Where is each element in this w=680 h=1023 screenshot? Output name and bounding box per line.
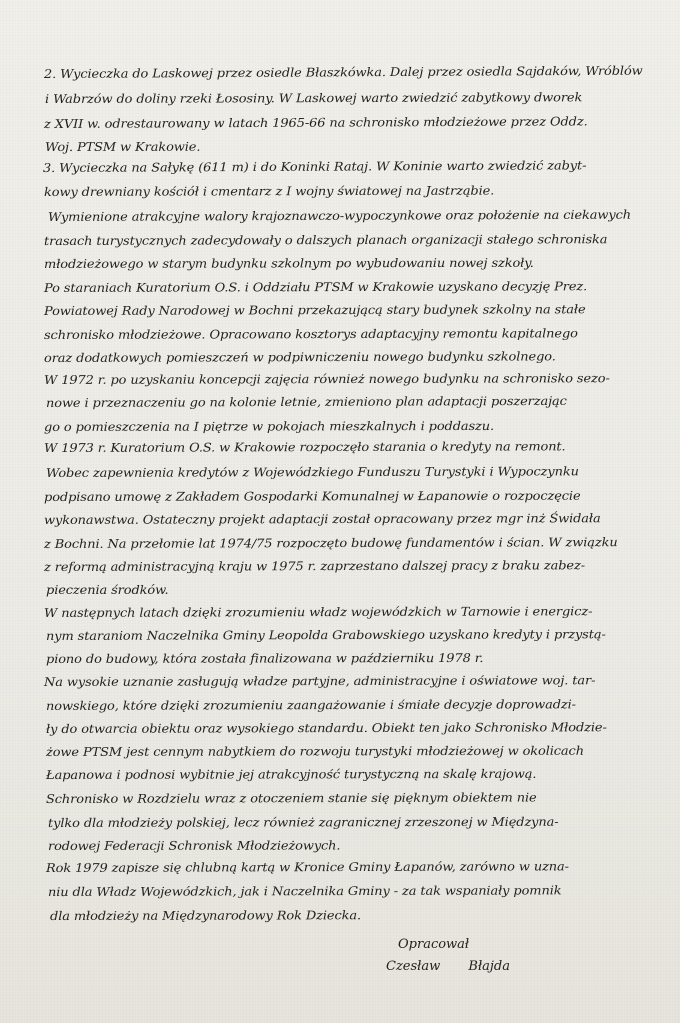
text-line: kowy drewniany kościół i cmentarz z I wojny światowej na Jastrząbie. (43, 183, 495, 199)
text-line: wykonawstwa. Ostateczny projekt adaptacji został opracowany przez mgr inż Świdała (43, 511, 601, 527)
text-line: Woj. PTSM w Krakowie. (44, 139, 201, 154)
text-line: i Wabrzów do doliny rzeki Łososiny. W Laskowej warto zwiedzić zabytkowy dworek (44, 90, 583, 106)
text-line: niu dla Władz Wojewódzkich, jak i Naczelnika Gminy - za tak wspaniały pomnik (47, 883, 562, 899)
text-line: z reformą administracyjną kraju w 1975 r. zaprzestano dalszej pracy z braku zabez- (43, 558, 586, 574)
text-line: podpisano umowę z Zakładem Gospodarki Komunalnej w Łapanowie o rozpoczęcie (43, 488, 581, 504)
text-line: Na wysokie uznanie zasługują władze partyjne, administracyjne i oświatowe woj. tar- (43, 673, 596, 689)
text-line: W następnych latach dzięki zrozumieniu władz wojewódzkich w Tarnowie i energicz- (43, 604, 593, 620)
text-line: Wymienione atrakcyjne walory krajoznawczo-wypoczynkowe oraz położenie na ciekawych (47, 207, 632, 224)
text-line: oraz dodatkowych pomieszczeń w podpiwniczeniu nowego budynku szkolnego. (43, 349, 556, 365)
text-line: piono do budowy, która została finalizowana w październiku 1978 r. (45, 650, 484, 666)
text-line: W 1973 r. Kuratorium O.S. w Krakowie rozpoczęło starania o kredyty na remont. (43, 439, 566, 455)
text-line: żowe PTSM jest cennym nabytkiem do rozwoju turystyki młodzieżowej w okolicach (45, 743, 584, 759)
text-line: dla młodzieży na Międzynarodowy Rok Dziecka. (49, 908, 362, 923)
text-line: Łapanowa i podnosi wybitnie jej atrakcyjność turystyczną na skalę krajową. (45, 766, 537, 782)
text-line: nowskiego, które dzięki zrozumieniu zaangażowanie i śmiałe decyzje doprowadzi- (45, 697, 576, 713)
text-line: pieczenia środków. (46, 583, 169, 597)
text-line: młodzieżowego w starym budynku szkolnym po wybudowaniu nowej szkoły. (43, 255, 534, 271)
text-line: Po staraniach Kuratorium O.S. i Oddziału PTSM w Krakowie uzyskano decyzję Prez. (43, 279, 588, 295)
text-line: Rok 1979 zapisze się chlubną kartą w Kronice Gminy Łapanów, zarówno w uzna- (45, 859, 569, 875)
text-line: Powiatowej Rady Narodowej w Bochni przekazującą stary budynek szkolny na stałe (43, 302, 586, 318)
text-line: nowe i przeznaczeniu go na kolonie letnie, zmieniono plan adaptacji poszerzając (45, 393, 567, 410)
text-line: 2. Wycieczka do Laskowej przez osiedle Błaszkówka. Dalej przez osiedla Sajdaków, Wróblów (43, 63, 643, 81)
text-line: schronisko młodzieżowe. Opracowano kosztorys adaptacyjny remontu kapitalnego (43, 326, 578, 342)
text-line: W 1972 r. po uzyskaniu koncepcji zajęcia również nowego budynku na schronisko sezo- (43, 371, 610, 387)
text-line: 3. Wycieczka na Sałykę (611 m) i do Koninki Rataj. W Koninie warto zwiedzić zabyt- (42, 158, 587, 175)
text-line: Wobec zapewnienia kredytów z Wojewódzkiego Funduszu Turystyki i Wypoczynku (45, 464, 579, 480)
text-line: tylko dla młodzieży polskiej, lecz również zagranicznej zrzeszonej w Międzyna- (47, 814, 559, 830)
text-line: rodowej Federacji Schronisk Młodzieżowych. (47, 838, 341, 853)
signature-label: Opracował (398, 937, 470, 952)
text-line: z XVII w. odrestaurowany w latach 1965-66 na schronisko młodzieżowe przez Oddz. (43, 114, 588, 131)
text-line: ły do otwarcia obiektu oraz wysokiego standardu. Obiekt ten jako Schronisko Młodzie- (45, 720, 607, 736)
text-line: z Bochni. Na przełomie lat 1974/75 rozpoczęto budowę fundamentów i ścian. W związku (43, 535, 618, 551)
text-line: trasach turystycznych zadecydowały o dalszych planach organizacji stałego schroniska (43, 232, 608, 248)
text-line: go o pomieszczenia na I piętrze w pokojach mieszkalnych i poddaszu. (43, 418, 495, 434)
text-line: Schronisko w Rozdzielu wraz z otoczeniem stanie się pięknym obiektem nie (45, 790, 537, 806)
text-line: nym staraniom Naczelnika Gminy Leopolda Grabowskiego uzyskano kredyty i przystą- (45, 627, 606, 643)
signature-name: Czesław Błajda (386, 959, 511, 974)
